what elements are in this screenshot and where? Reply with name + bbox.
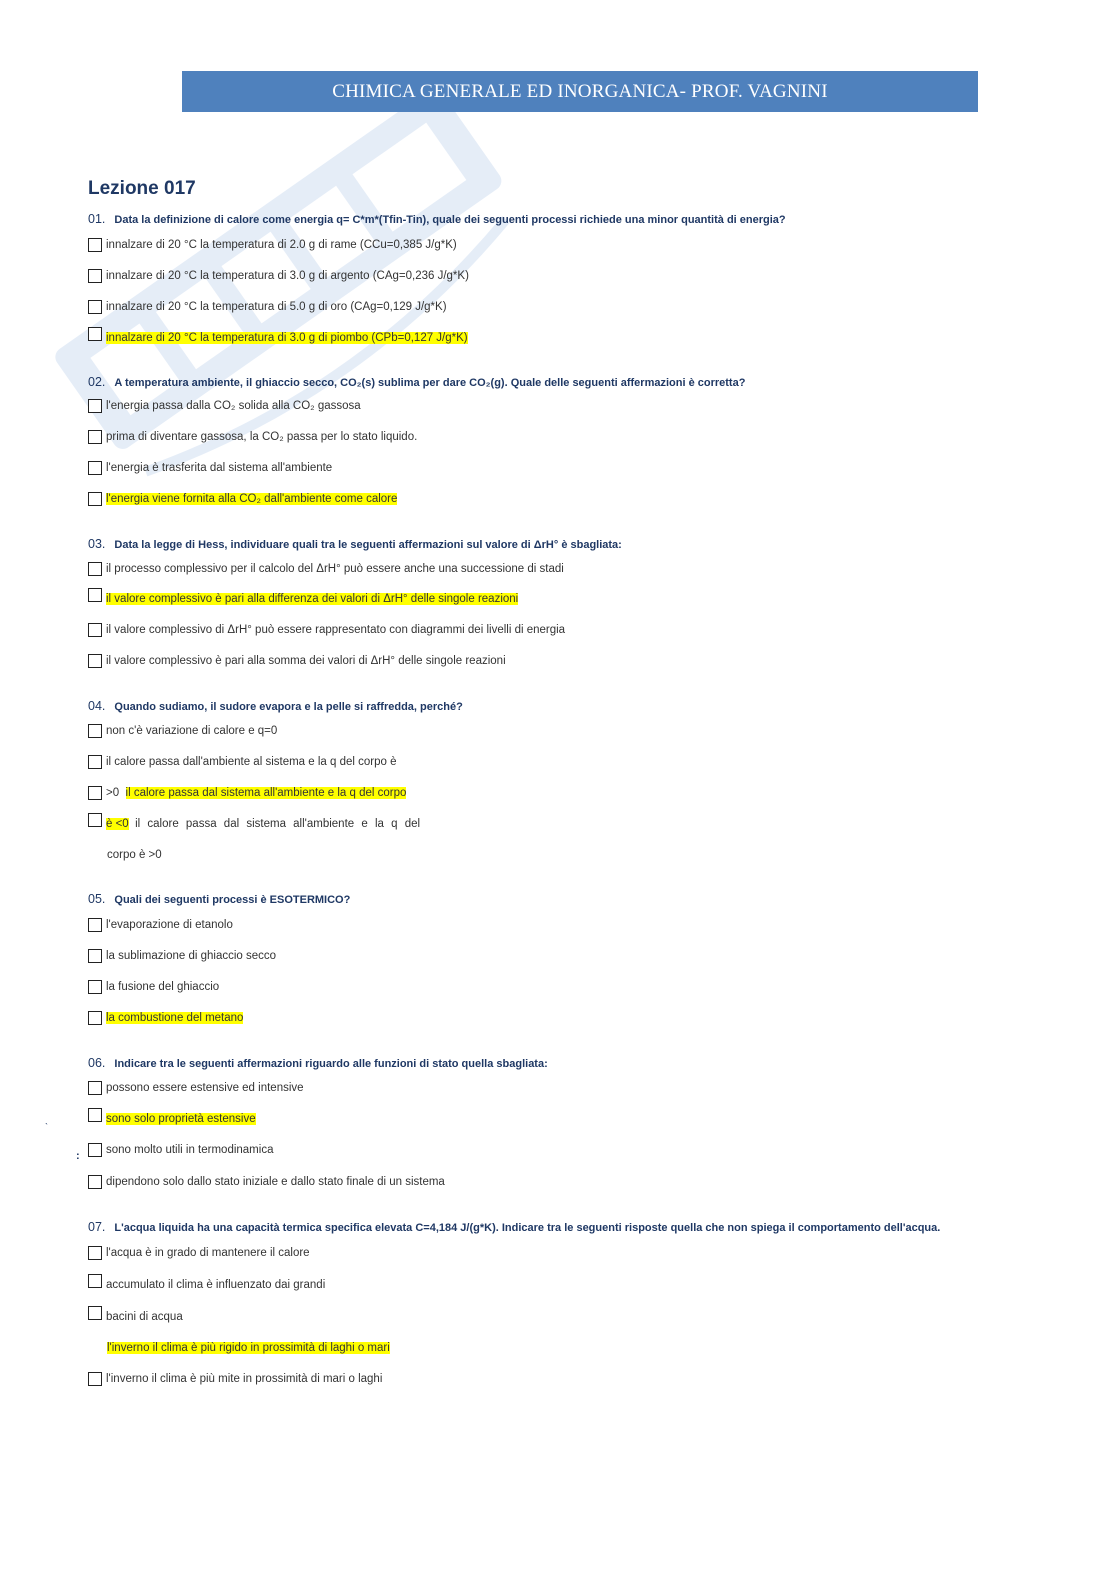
checkbox[interactable]: [88, 654, 102, 668]
option[interactable]: [88, 947, 276, 965]
option-label: l'acqua è in grado di mantenere il calore: [106, 1247, 310, 1259]
option[interactable]: [88, 652, 506, 670]
option-label: >0: [106, 787, 120, 799]
option-label: possono essere estensive ed intensive: [106, 1082, 304, 1094]
option[interactable]: [88, 784, 406, 802]
question-text: Data la definizione di calore come energia q= C*m*(Tfin-Tin), quale dei seguenti processi richiede una minor quantità di energia?: [114, 214, 786, 226]
question-text: L'acqua liquida ha una capacità termica specifica elevata C=4,184 J/(g*K). Indicare tra le seguenti risposte quella che non spiega il comportamento dell'acqua.: [114, 1222, 941, 1234]
option[interactable]: [88, 722, 277, 740]
option[interactable]: [88, 1276, 325, 1294]
option[interactable]: [88, 753, 397, 771]
question-text: Quali dei seguenti processi è ESOTERMICO?: [114, 894, 351, 906]
option[interactable]: [88, 459, 332, 477]
question-number: 02.: [88, 375, 106, 389]
question-05: [88, 892, 350, 906]
document-header: CHIMICA GENERALE ED INORGANICA- PROF. VAGNINI: [182, 71, 978, 112]
option[interactable]: [88, 621, 565, 639]
option-correct[interactable]: [88, 1110, 256, 1128]
option-label: il calore passa dall'ambiente al sistema e la q del corpo è: [106, 756, 397, 768]
option-correct[interactable]: [88, 1339, 390, 1357]
option-label-highlighted: il calore passa dal sistema all'ambiente e la q del corpo: [125, 787, 407, 799]
checkbox[interactable]: [88, 492, 102, 506]
option-label: innalzare di 20 °C la temperatura di 5.0 g di oro (CAg=0,129 J/g*K): [106, 301, 447, 313]
option-label: l'inverno il clima è più mite in prossimità di mari o laghi: [106, 1373, 383, 1385]
option-label: corpo è >0: [107, 849, 162, 861]
question-03: [88, 537, 622, 551]
option-label: bacini di acqua: [106, 1311, 183, 1323]
checkbox[interactable]: [88, 461, 102, 475]
question-01: [88, 212, 786, 226]
option[interactable]: [88, 236, 457, 254]
checkbox[interactable]: [88, 1306, 102, 1320]
checkbox[interactable]: [88, 1108, 102, 1122]
question-07: [88, 1220, 940, 1234]
option-label-highlighted: è <0: [106, 818, 129, 830]
checkbox[interactable]: [88, 724, 102, 738]
option-label-highlighted: il valore complessivo è pari alla differenza dei valori di ΔrH° delle singole reazioni: [106, 593, 519, 605]
stray-mark: :: [76, 1150, 80, 1162]
option[interactable]: [88, 298, 447, 316]
option-label: innalzare di 20 °C la temperatura di 3.0 g di argento (CAg=0,236 J/g*K): [106, 270, 469, 282]
option[interactable]: [88, 267, 469, 285]
option[interactable]: [88, 1173, 445, 1191]
checkbox[interactable]: [88, 980, 102, 994]
question-text: Quando sudiamo, il sudore evapora e la pelle si raffredda, perché?: [114, 701, 463, 713]
option-label: il valore complessivo è pari alla somma dei valori di ΔrH° delle singole reazioni: [106, 655, 506, 667]
question-06: [88, 1056, 548, 1070]
checkbox[interactable]: [88, 949, 102, 963]
question-text: Data la legge di Hess, individuare quali tra le seguenti affermazioni sul valore di ΔrH° è sbagliata:: [114, 539, 622, 551]
question-number: 01.: [88, 212, 106, 226]
option[interactable]: [88, 1370, 382, 1388]
option-label: accumulato il clima è influenzato dai grandi: [106, 1279, 326, 1291]
checkbox[interactable]: [88, 1175, 102, 1189]
option-label: innalzare di 20 °C la temperatura di 2.0 g di rame (CCu=0,385 J/g*K): [106, 239, 457, 251]
question-number: 04.: [88, 699, 106, 713]
option[interactable]: [88, 1244, 310, 1262]
checkbox[interactable]: [88, 1143, 102, 1157]
option-label-highlighted: l'inverno il clima è più rigido in prossimità di laghi o mari: [107, 1342, 390, 1354]
option-label-highlighted: la combustione del metano: [106, 1012, 244, 1024]
option[interactable]: [88, 560, 564, 578]
option-label: la fusione del ghiaccio: [106, 981, 220, 993]
question-number: 05.: [88, 892, 106, 906]
option-label: prima di diventare gassosa, la CO₂ passa per lo stato liquido.: [106, 431, 418, 443]
option[interactable]: [88, 978, 219, 996]
option-label: l'evaporazione di etanolo: [106, 919, 233, 931]
option-continuation: [88, 846, 162, 864]
option-label: dipendono solo dallo stato iniziale e dallo stato finale di un sistema: [106, 1176, 445, 1188]
option-correct[interactable]: [88, 1009, 243, 1027]
checkbox[interactable]: [88, 1011, 102, 1025]
option[interactable]: [88, 397, 361, 415]
option[interactable]: [88, 815, 420, 833]
checkbox[interactable]: [88, 755, 102, 769]
option-label-highlighted: innalzare di 20 °C la temperatura di 3.0 g di piombo (CPb=0,127 J/g*K): [106, 332, 468, 344]
question-04: [88, 699, 463, 713]
option[interactable]: [88, 428, 417, 446]
checkbox[interactable]: [88, 588, 102, 602]
question-text: A temperatura ambiente, il ghiaccio secco, CO₂(s) sublima per dare CO₂(g). Quale delle seguenti affermazioni è corretta?: [114, 377, 746, 389]
checkbox[interactable]: [88, 327, 102, 341]
checkbox[interactable]: [88, 1081, 102, 1095]
checkbox[interactable]: [88, 269, 102, 283]
option-correct[interactable]: [88, 590, 518, 608]
option-correct[interactable]: [88, 329, 468, 347]
option-label: il processo complessivo per il calcolo del ΔrH° può essere anche una successione di stadi: [106, 563, 564, 575]
question-text: Indicare tra le seguenti affermazioni riguardo alle funzioni di stato quella sbagliata:: [114, 1058, 548, 1070]
option-label: il calore passa dal sistema all'ambiente e la q del: [135, 818, 421, 830]
lesson-title: Lezione 017: [88, 178, 196, 199]
option-label: il valore complessivo di ΔrH° può essere rappresentato con diagrammi dei livelli di energia: [106, 624, 566, 636]
option-label: l'energia è trasferita dal sistema all'ambiente: [106, 462, 333, 474]
checkbox[interactable]: [88, 300, 102, 314]
option-label-highlighted: l'energia viene fornita alla CO₂ dall'ambiente come calore: [106, 493, 398, 505]
checkbox[interactable]: [88, 430, 102, 444]
option[interactable]: [88, 1141, 273, 1159]
checkbox[interactable]: [88, 813, 102, 827]
option[interactable]: [88, 1308, 183, 1326]
checkbox[interactable]: [88, 623, 102, 637]
checkbox[interactable]: [88, 399, 102, 413]
checkbox[interactable]: [88, 238, 102, 252]
option-label-highlighted: sono solo proprietà estensive: [106, 1113, 256, 1125]
option[interactable]: [88, 916, 233, 934]
question-number: 06.: [88, 1056, 106, 1070]
checkbox[interactable]: [88, 918, 102, 932]
option[interactable]: [88, 1079, 304, 1097]
checkbox[interactable]: [88, 1274, 102, 1288]
checkbox[interactable]: [88, 562, 102, 576]
checkbox[interactable]: [88, 786, 102, 800]
stray-mark: `: [45, 1122, 48, 1132]
question-number: 03.: [88, 537, 106, 551]
option-label: la sublimazione di ghiaccio secco: [106, 950, 277, 962]
option-correct[interactable]: [88, 490, 397, 508]
option-label: non c'è variazione di calore e q=0: [106, 725, 278, 737]
question-number: 07.: [88, 1220, 106, 1234]
checkbox[interactable]: [88, 1372, 102, 1386]
option-label: l'energia passa dalla CO₂ solida alla CO₂ gassosa: [106, 400, 361, 412]
question-02: [88, 375, 745, 389]
option-label: sono molto utili in termodinamica: [106, 1144, 274, 1156]
checkbox[interactable]: [88, 1246, 102, 1260]
